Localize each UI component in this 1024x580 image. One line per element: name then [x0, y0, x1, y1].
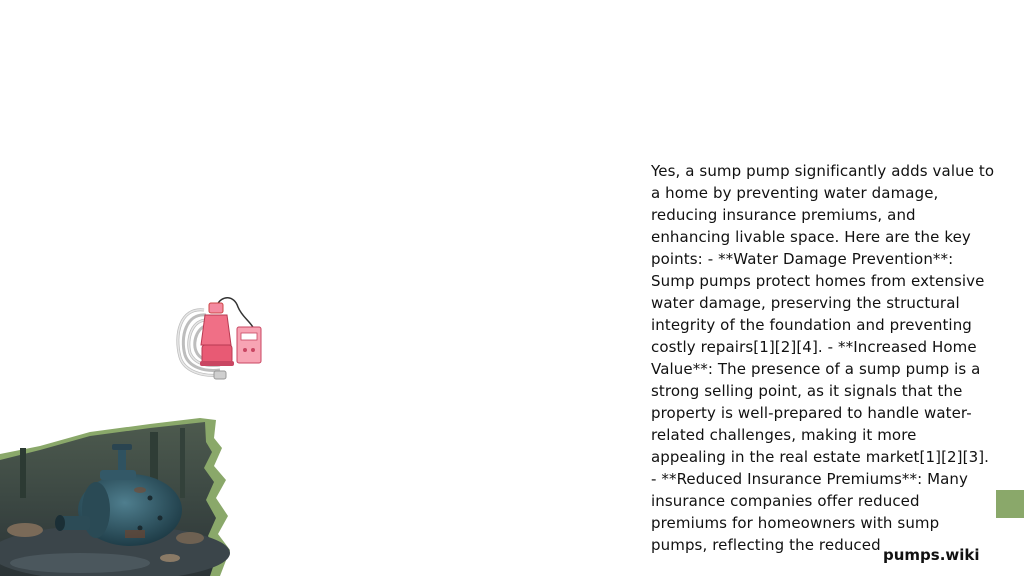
- accent-block: [996, 490, 1024, 518]
- submerged-pump-photo: [0, 418, 232, 580]
- brand-watermark: pumps.wiki: [883, 546, 980, 564]
- article-body: Yes, a sump pump significantly adds value to a home by preventing water damage, reducing insurance premiums, and enhancing livable space. Here are the key points: - **Water Damage Prevention**: Sump pumps protect homes from extensive water damage, preserving the structural integrity of the foundation and preventing costly repairs[1][2][4]. - **Increased Home Value**: The presence of a sump pump is a strong selling point, as it signals that the property is well-prepared to handle water-related challenges, making it more appealing in the real estate market[1][2][3]. - **Reduced Insurance Premiums**: Many insurance companies offer reduced premiums for homeowners with sump pumps, reflecting the reduced: [651, 162, 995, 554]
- sump-pump-icon: [172, 295, 267, 389]
